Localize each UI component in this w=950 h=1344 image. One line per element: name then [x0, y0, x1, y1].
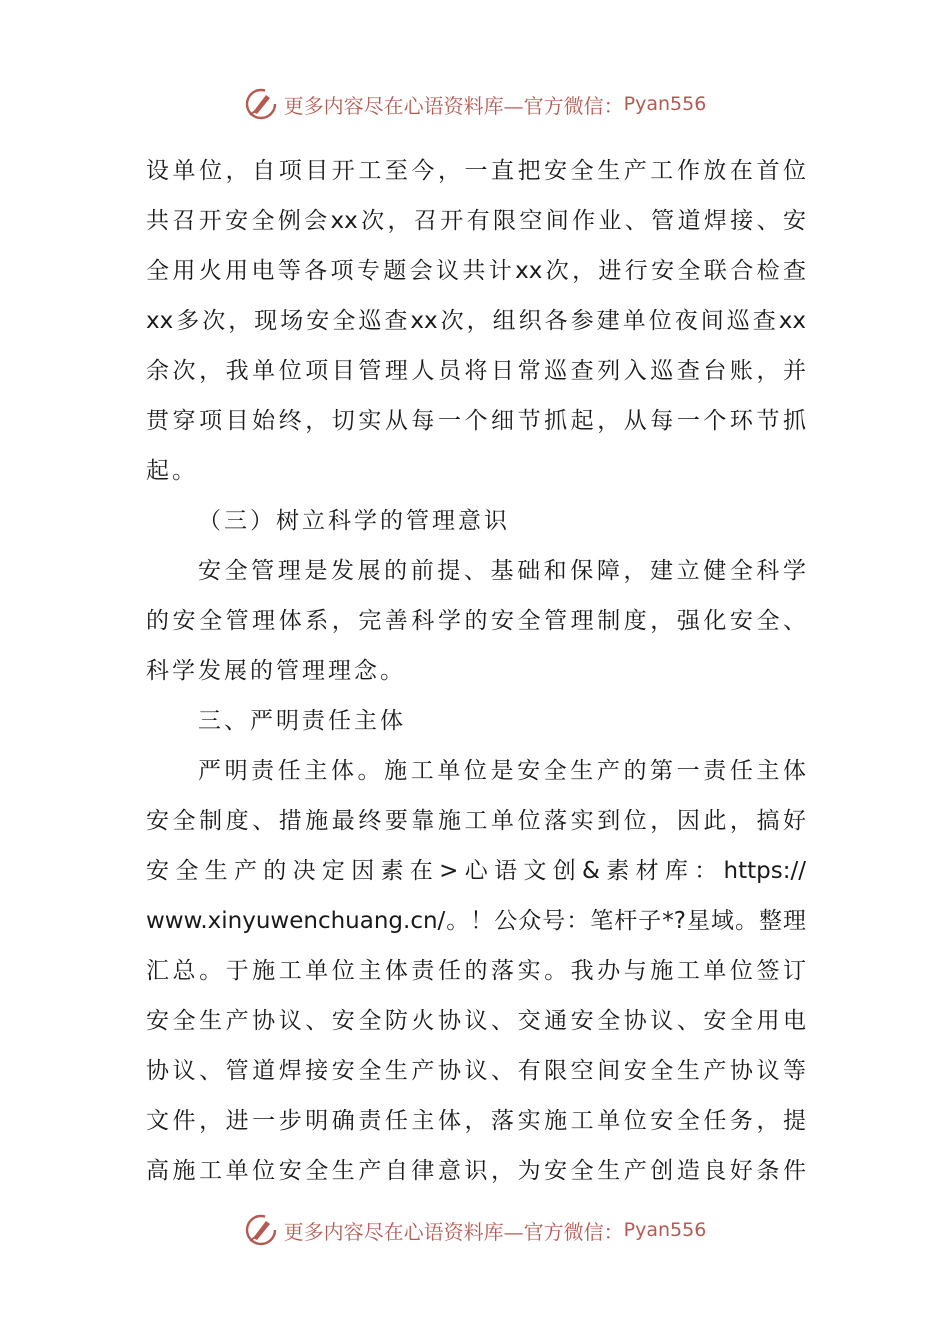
paragraph-line: 起。 [146, 458, 198, 484]
footer-watermark [0, 1210, 950, 1250]
header-watermark [0, 84, 950, 124]
paragraph-line: 安全生产的决定因素在>心语文创&素材库：https:// [146, 858, 806, 884]
paragraph-line: www.xinyuwenchuang.cn/。！公众号：笔杆子*?星域。整理 [146, 908, 806, 934]
section-heading: 三、严明责任主体 [198, 708, 406, 734]
quill-pen-icon [244, 1213, 278, 1247]
document-body [146, 146, 806, 1196]
paragraph-line: 安全生产协议、安全防火协议、交通安全协议、安全用电 [146, 1008, 806, 1034]
paragraph-line: 全用火用电等各项专题会议共计xx次，进行安全联合检查 [146, 258, 806, 284]
paragraph-line: 余次，我单位项目管理人员将日常巡查列入巡查台账，并 [146, 358, 806, 384]
paragraph-line: xx多次，现场安全巡查xx次，组织各参建单位夜间巡查xx [146, 308, 806, 334]
paragraph-line: 共召开安全例会xx次，召开有限空间作业、管道焊接、安 [146, 208, 806, 234]
paragraph-line: 高施工单位安全生产自律意识，为安全生产创造良好条件 [146, 1158, 806, 1184]
watermark-brand-text: 更多内容尽在心语资料库—官方微信： [283, 1219, 624, 1244]
paragraph-line: 协议、管道焊接安全生产协议、有限空间安全生产协议等 [146, 1058, 806, 1084]
paragraph-line: 设单位，自项目开工至今，一直把安全生产工作放在首位 [146, 158, 806, 184]
paragraph-line: 的安全管理体系，完善科学的安全管理制度，强化安全、 [146, 608, 806, 634]
paragraph-line: 安全管理是发展的前提、基础和保障，建立健全科学 [198, 558, 806, 584]
paragraph-line: 汇总。于施工单位主体责任的落实。我办与施工单位签订 [146, 958, 806, 984]
quill-pen-icon [244, 87, 278, 121]
watermark-handle: Pyan556 [623, 1219, 707, 1241]
watermark-brand-text: 更多内容尽在心语资料库—官方微信： [283, 93, 624, 118]
paragraph-line: 文件，进一步明确责任主体，落实施工单位安全任务，提 [146, 1108, 806, 1134]
paragraph-line: 科学发展的管理理念。 [146, 658, 406, 684]
section-heading: （三）树立科学的管理意识 [198, 508, 510, 534]
paragraph-line: 安全制度、措施最终要靠施工单位落实到位，因此，搞好 [146, 808, 806, 834]
watermark-handle: Pyan556 [623, 93, 707, 115]
paragraph-line: 贯穿项目始终，切实从每一个细节抓起，从每一个环节抓 [146, 408, 806, 434]
paragraph-line: 严明责任主体。施工单位是安全生产的第一责任主体 [198, 758, 806, 784]
